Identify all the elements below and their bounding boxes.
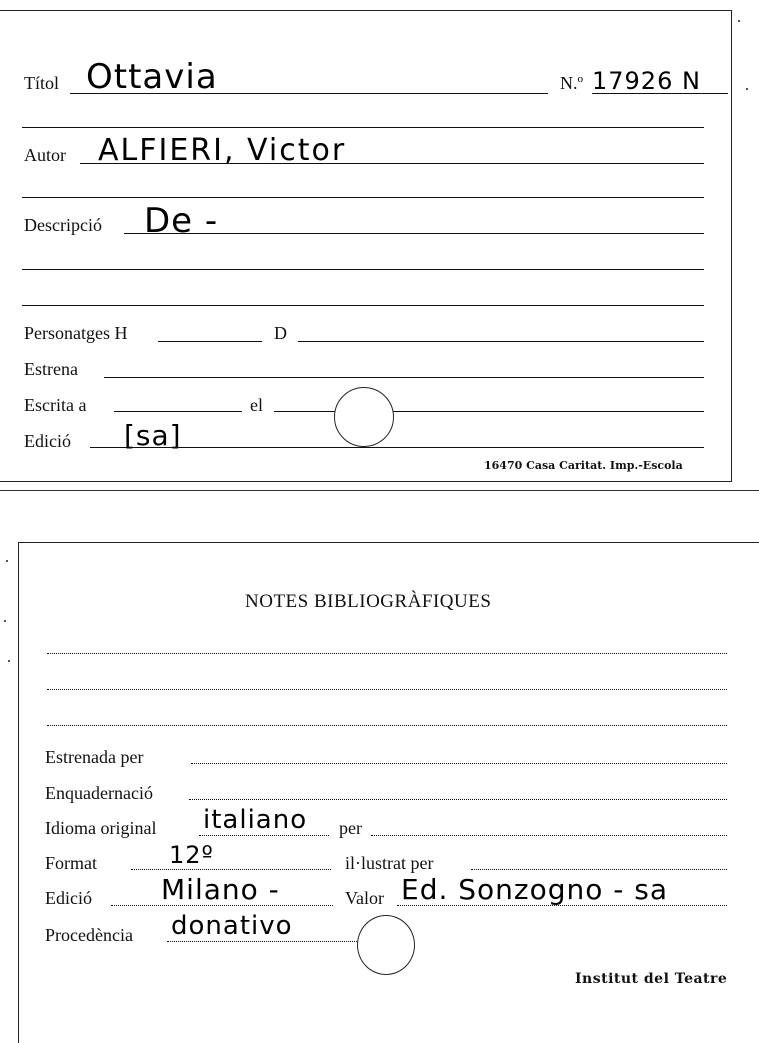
punch-hole-circle-back [357, 915, 415, 975]
autor-value: ALFIERI, Victor [98, 133, 347, 168]
valor-line [397, 905, 727, 906]
illustrat-label: il·lustrat per [345, 853, 434, 873]
personatges-h-line [158, 341, 262, 342]
format-line [131, 869, 331, 870]
idioma-value: italiano [203, 805, 308, 835]
autor-line [80, 163, 704, 164]
personatges-d-line [298, 341, 704, 342]
edicio-label: Edició [24, 431, 71, 451]
idioma-per-label: per [339, 818, 362, 838]
scan-speck [6, 560, 8, 562]
scan-speck [746, 88, 748, 90]
edicio-line [90, 447, 704, 448]
procedencia-line [167, 941, 357, 942]
scan-speck [8, 660, 10, 662]
personatges-label: Personatges H [24, 323, 128, 343]
format-value: 12º [169, 841, 214, 869]
idioma-label: Idioma original [45, 818, 157, 838]
illustrat-line [471, 869, 727, 870]
descripcio-line [124, 233, 704, 234]
escrita-a-line [114, 411, 242, 412]
estrenada-label: Estrenada per [45, 747, 144, 767]
notes-line-1 [47, 653, 727, 654]
titol-extra-line [22, 127, 704, 128]
escrita-label: Escrita a [24, 395, 87, 415]
estrenada-line [191, 763, 727, 764]
enquadernacio-label: Enquadernació [45, 783, 153, 803]
descripcio-label: Descripció [24, 215, 102, 235]
edicio-value: [sa] [124, 419, 182, 452]
idioma-per-line [371, 835, 727, 836]
idioma-line [199, 835, 329, 836]
notes-line-3 [47, 725, 727, 726]
edicio-back-value: Milano - [161, 873, 280, 906]
edicio-back-label: Edició [45, 888, 92, 908]
valor-value: Ed. Sonzogno - sa [401, 873, 669, 906]
notes-line-2 [47, 689, 727, 690]
scan-speck [4, 620, 6, 622]
descripcio-value: De - [144, 201, 219, 241]
valor-label: Valor [345, 888, 384, 908]
edicio-back-line [111, 905, 333, 906]
personatges-d-label: D [274, 323, 287, 343]
titol-value: Ottavia [86, 57, 218, 97]
autor-extra-line [22, 197, 704, 198]
titol-label: Títol [24, 73, 59, 93]
numero-label: N.º [560, 73, 584, 93]
catalog-card-back [18, 542, 759, 1043]
numero-line [592, 93, 728, 94]
scan-speck [738, 20, 740, 22]
printer-imprint: 16470 Casa Caritat. Imp.-Escola [484, 459, 683, 472]
estrena-line [104, 377, 704, 378]
escrita-el-label: el [250, 395, 263, 415]
institution-name: Institut del Teatre [575, 971, 728, 987]
enquadernacio-line [189, 799, 727, 800]
numero-value: 17926 N [592, 67, 701, 95]
autor-label: Autor [24, 145, 66, 165]
catalog-card-front [0, 10, 732, 482]
notes-title: NOTES BIBLIOGRÀFIQUES [245, 591, 492, 612]
descripcio-extra-line-2 [22, 305, 704, 306]
procedencia-label: Procedència [45, 925, 133, 945]
estrena-label: Estrena [24, 359, 78, 379]
descripcio-extra-line-1 [22, 269, 704, 270]
punch-hole-circle [334, 387, 394, 447]
format-label: Format [45, 853, 97, 873]
titol-line [70, 93, 548, 94]
procedencia-value: donativo [171, 911, 293, 941]
scan-divider [0, 490, 759, 491]
